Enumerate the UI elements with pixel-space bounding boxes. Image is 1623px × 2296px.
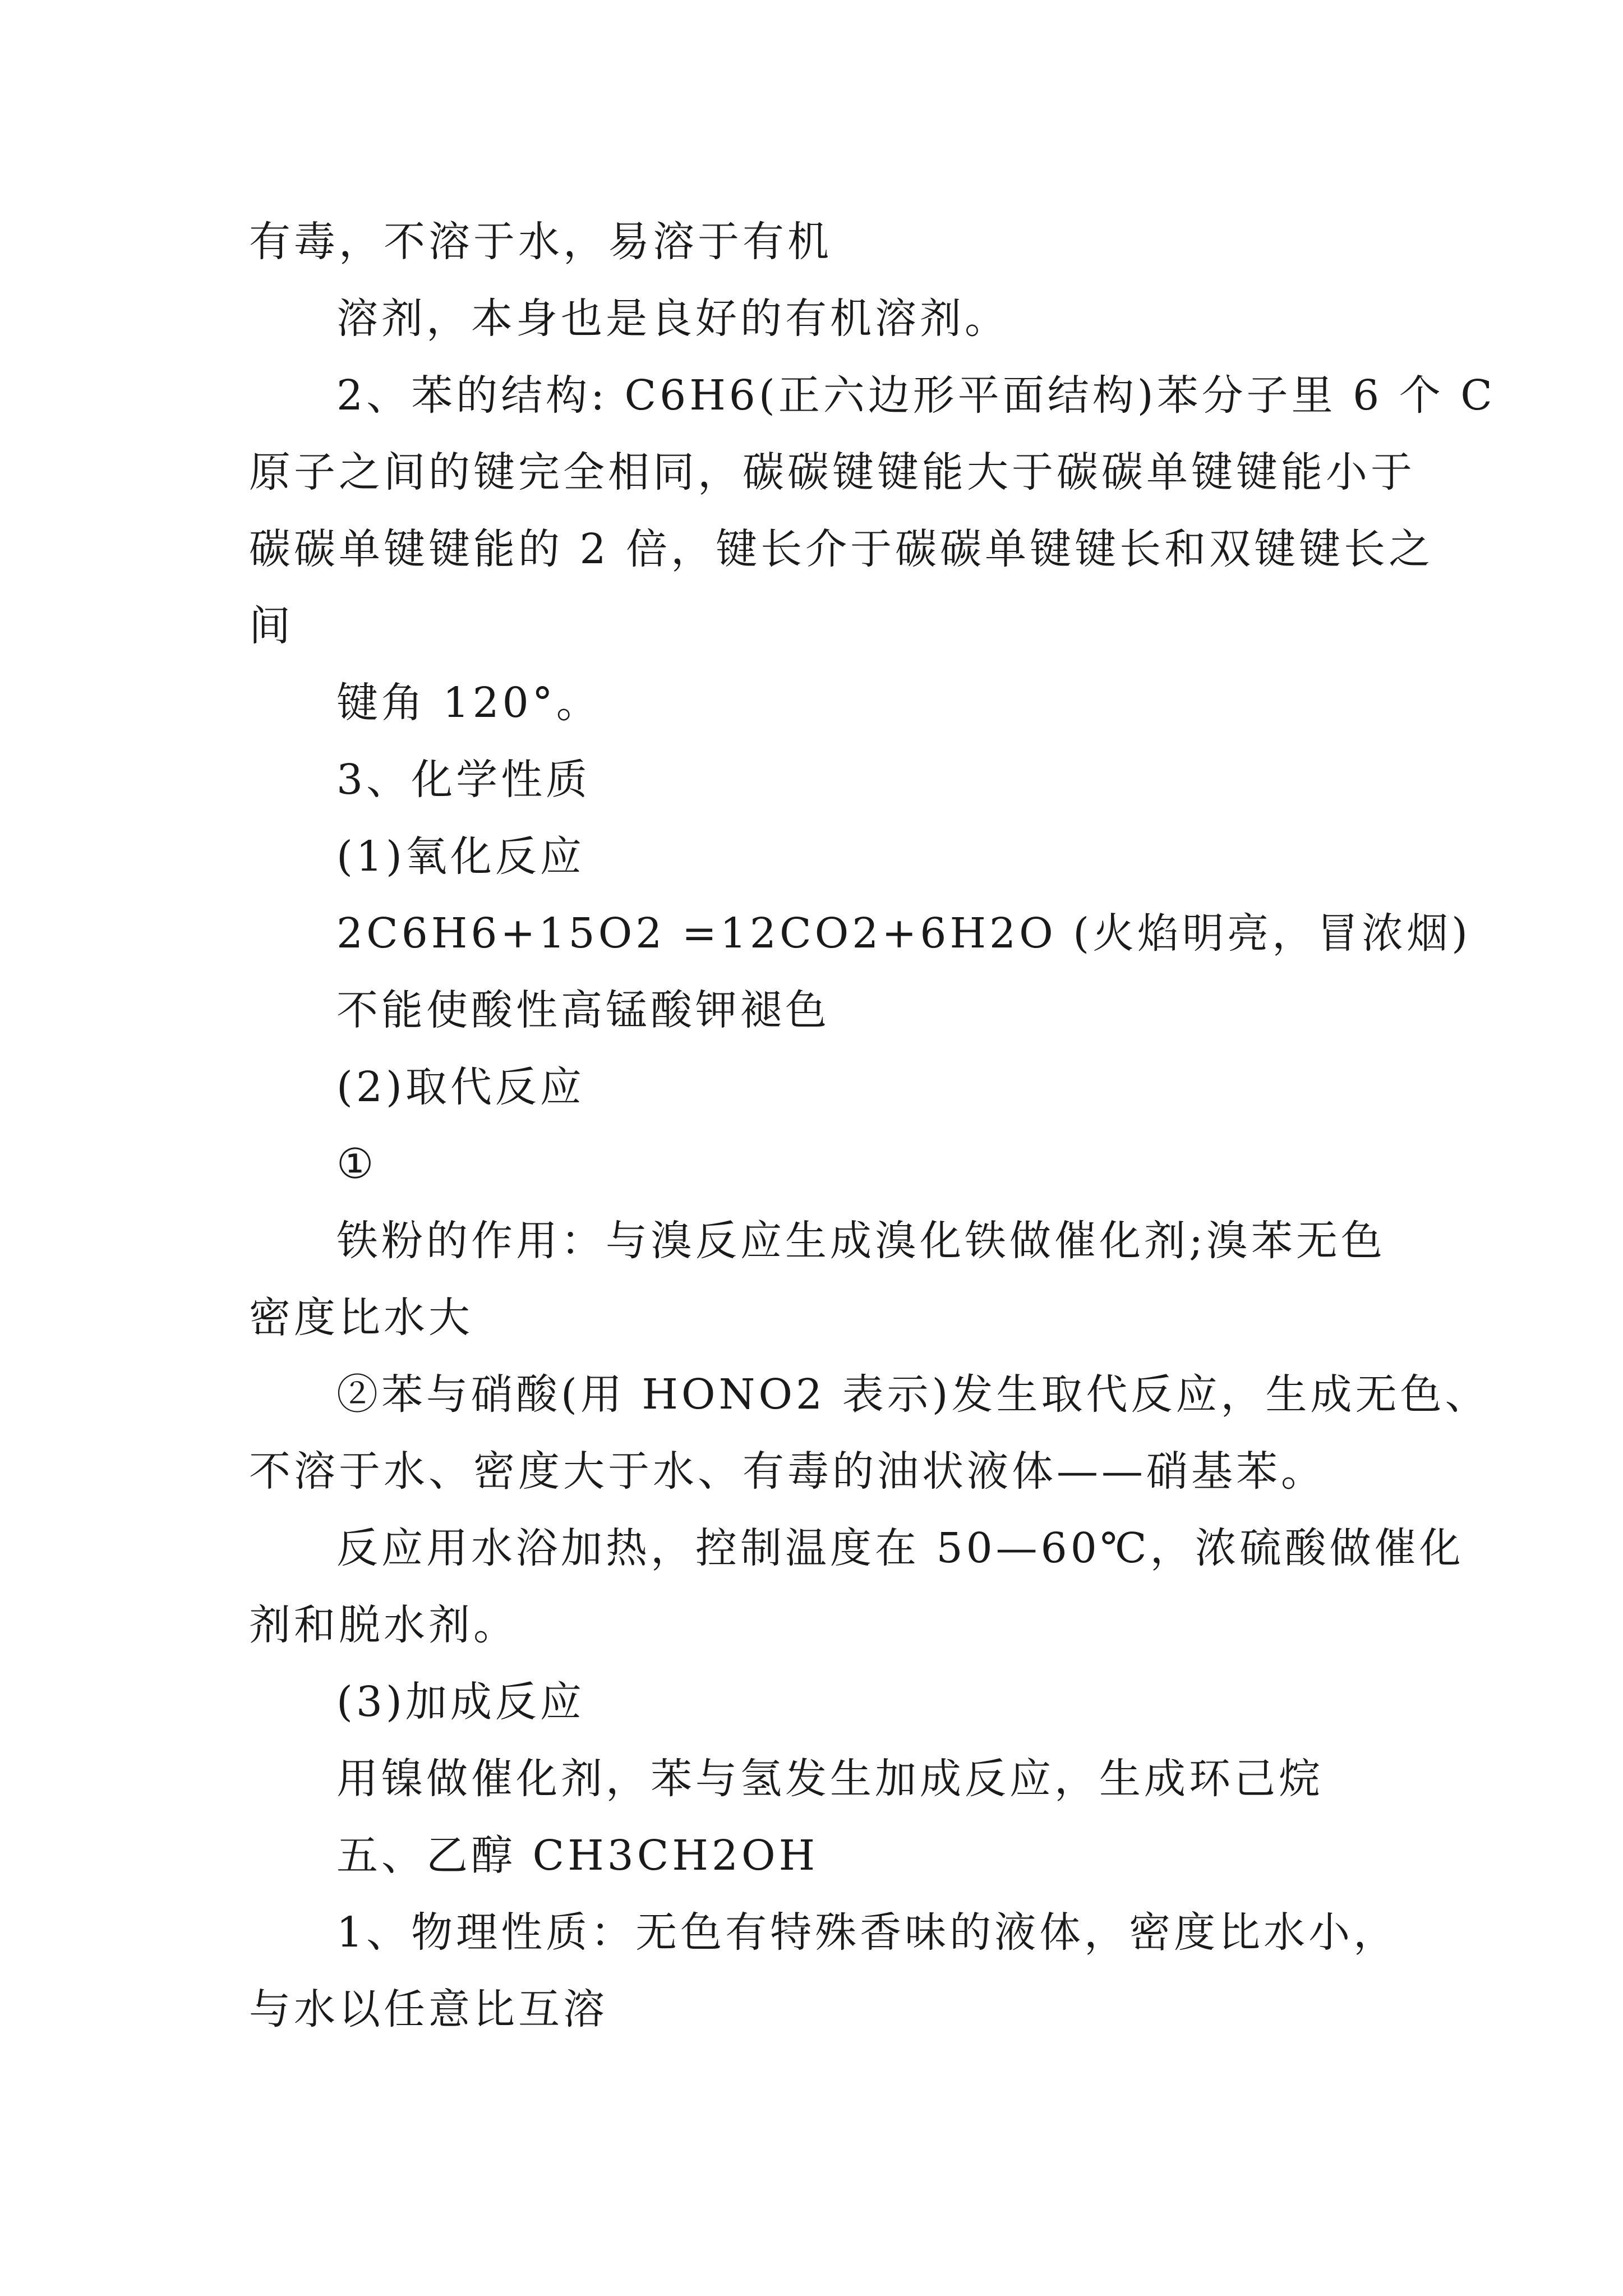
- section-heading: 3、化学性质: [336, 756, 591, 804]
- text-line: 键角 120°。: [336, 679, 601, 727]
- text-line: 反应用水浴加热，控制温度在 50—60℃，浓硫酸做催化: [336, 1524, 1464, 1572]
- text-line: 间: [249, 602, 294, 650]
- text-line: 不溶于水、密度大于水、有毒的油状液体——硝基苯。: [249, 1447, 1326, 1496]
- text-line: 溶剂，本身也是良好的有机溶剂。: [336, 295, 1009, 343]
- text-line: 铁粉的作用：与溴反应生成溴化铁做催化剂;溴苯无色: [336, 1217, 1386, 1265]
- text-line: 1、物理性质：无色有特殊香味的液体，密度比水小，: [336, 1908, 1399, 1957]
- section-heading: 五、乙醇 CH3CH2OH: [336, 1832, 819, 1880]
- text-line: 碳碳单键键能的 2 倍，键长介于碳碳单键键长和双键键长之: [249, 525, 1434, 573]
- equation-line: 2C6H6+15O2 =12CO2+6H2O (火焰明亮，冒浓烟): [336, 909, 1471, 958]
- text-line: 剂和脱水剂。: [249, 1601, 518, 1649]
- subsection-heading: (1)氧化反应: [336, 832, 585, 881]
- text-line: 用镍做催化剂，苯与氢发生加成反应，生成环己烷: [336, 1755, 1324, 1803]
- text-line: 2、苯的结构: C6H6(正六边形平面结构)苯分子里 6 个 C: [336, 371, 1496, 420]
- text-line: ②苯与硝酸(用 HONO2 表示)发生取代反应，生成无色、: [336, 1370, 1490, 1419]
- subsection-heading: (3)加成反应: [336, 1678, 585, 1726]
- text-line: 不能使酸性高锰酸钾褪色: [336, 986, 830, 1034]
- list-marker: ①: [336, 1140, 377, 1188]
- text-line: 密度比水大: [249, 1294, 473, 1342]
- text-line: 有毒，不溶于水，易溶于有机: [249, 218, 832, 266]
- text-line: 与水以任意比互溶: [249, 1985, 608, 2033]
- subsection-heading: (2)取代反应: [336, 1063, 585, 1111]
- text-line: 原子之间的键完全相同，碳碳键键能大于碳碳单键键能小于: [249, 448, 1415, 496]
